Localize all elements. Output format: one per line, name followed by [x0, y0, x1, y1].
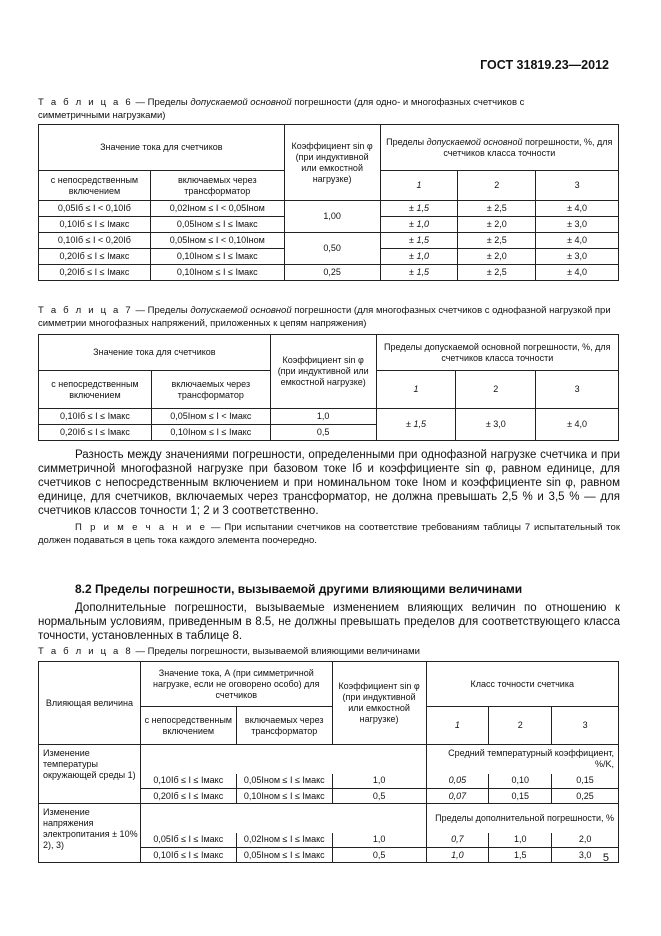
table-7 [38, 334, 619, 441]
t6-cell-direct: 0,05Iб ≤ I < 0,10Iб [39, 201, 151, 217]
t6-cell-c1: ± 1,5 [380, 201, 458, 217]
t7-cell-transformer: 0,05Iном ≤ I < Iмакс [151, 409, 270, 425]
table-6 [38, 124, 619, 281]
t8-cell-c2: 1,0 [489, 833, 552, 848]
t7-head-limits: Пределы допускаемой основной погрешности, %, для счетчиков класса точности [376, 335, 618, 371]
t8-cell-c2: 1,5 [489, 848, 552, 863]
t6-cell-c3: ± 3,0 [536, 217, 619, 233]
t7-cell-c3: ± 4,0 [536, 409, 619, 441]
t6-cell-c2: ± 2,5 [458, 265, 536, 281]
t8-cell-c2: 0,15 [489, 789, 552, 804]
t7-cell-coef: 1,0 [270, 409, 376, 425]
t6-head-current: Значение тока для счетчиков [39, 125, 285, 171]
t6-class-1: 1 [380, 171, 458, 201]
t8-cell-transformer: 0,05Iном ≤ I ≤ Iмакс [236, 774, 332, 789]
t8-cell-c1: 0,7 [426, 833, 489, 848]
t6-cell-transformer: 0,02Iном ≤ I < 0,05Iном [150, 201, 284, 217]
t8-group1-sub: Средний температурный коэффициент, %/K, [426, 745, 618, 774]
t8-cell-direct: 0,10Iб ≤ I ≤ Iмакс [140, 848, 236, 863]
t7-head-current: Значение тока для счетчиков [39, 335, 271, 371]
t8-cell-c3: 0,25 [552, 789, 619, 804]
t6-head-limits: Пределы допускаемой основной погрешности, %, для счетчиков класса точности [380, 125, 618, 171]
t6-cell-coef: 0,25 [284, 265, 380, 281]
document-header: ГОСТ 31819.23—2012 [480, 58, 609, 72]
table-8 [38, 661, 619, 863]
t8-cell-transformer: 0,05Iном ≤ I ≤ Iмакс [236, 848, 332, 863]
t6-head-direct: с непосредственным включением [39, 171, 151, 201]
t6-cell-direct: 0,10Iб ≤ I < 0,20Iб [39, 233, 151, 249]
t8-cell-c1: 0,05 [426, 774, 489, 789]
t6-cell-c1: ± 1,0 [380, 217, 458, 233]
t7-cell-c1: ± 1,5 [376, 409, 456, 441]
page-number: 5 [602, 852, 609, 864]
t6-head-coef: Коэффициент sin φ (при индуктивной или емкостной нагрузке) [284, 125, 380, 201]
t8-cell-coef: 1,0 [332, 774, 426, 789]
t7-head-transformer: включаемых через трансформатор [151, 371, 270, 409]
t8-cell-c1: 0,07 [426, 789, 489, 804]
t8-cell-c3: 2,0 [552, 833, 619, 848]
t6-cell-c2: ± 2,5 [458, 233, 536, 249]
t8-class-3: 3 [552, 707, 619, 745]
t8-cell-c1: 1,0 [426, 848, 489, 863]
t7-class-3: 3 [536, 371, 619, 409]
t6-cell-c2: ± 2,5 [458, 201, 536, 217]
t7-head-coef: Коэффициент sin φ (при индуктивной или емкостной нагрузке) [270, 335, 376, 409]
t7-cell-direct: 0,20Iб ≤ I ≤ Iмакс [39, 425, 152, 441]
t8-cell-c3: 0,15 [552, 774, 619, 789]
t8-cell-direct: 0,20Iб ≤ I ≤ Iмакс [140, 789, 236, 804]
t6-cell-c1: ± 1,5 [380, 233, 458, 249]
t7-class-2: 2 [456, 371, 536, 409]
t6-cell-transformer: 0,10Iном ≤ I ≤ Iмакс [150, 265, 284, 281]
t6-cell-coef: 1,00 [284, 201, 380, 233]
t8-cell-transformer: 0,02Iном ≤ I ≤ Iмакс [236, 833, 332, 848]
t8-group2-name: Изменение напряжения электропитания ± 10% 2), 3) [39, 804, 141, 863]
t6-cell-c2: ± 2,0 [458, 249, 536, 265]
t6-cell-c3: ± 4,0 [536, 201, 619, 217]
t8-head-current: Значение тока, А (при симметричной нагрузке, если не оговорено особо) для счетчиков [140, 662, 332, 707]
t8-cell-direct: 0,10Iб ≤ I ≤ Iмакс [140, 774, 236, 789]
t7-cell-c2: ± 3,0 [456, 409, 536, 441]
t6-cell-transformer: 0,05Iном ≤ I ≤ Iмакс [150, 217, 284, 233]
t8-cell-transformer: 0,10Iном ≤ I ≤ Iмакс [236, 789, 332, 804]
t6-head-transformer: включаемых через трансформатор [150, 171, 284, 201]
t6-cell-transformer: 0,05Iном ≤ I < 0,10Iном [150, 233, 284, 249]
t8-class-1: 1 [426, 707, 489, 745]
t7-class-1: 1 [376, 371, 456, 409]
t6-cell-direct: 0,20Iб ≤ I ≤ Iмакс [39, 265, 151, 281]
t6-cell-direct: 0,20Iб ≤ I ≤ Iмакс [39, 249, 151, 265]
t8-cell-c3: 3,0 [552, 848, 619, 863]
t6-cell-c2: ± 2,0 [458, 217, 536, 233]
paragraph-difference: Разность между значениями погрешности, определенными при однофазной нагрузке счетчика и при симметричной многофазной нагрузке при базовом токе Iб и коэффициенте sin φ, равном единице, для счетчиков с непосредственным включением и при номинальном токе Iном и коэффициенте sin φ, равном единице, для счетчиков, включаемых через трансформатор, не должна превышать 2,5 % и 3,5 % — для счетчиков классов точности 1; 2 и 3 соответственно. [38, 449, 620, 517]
section-title: 8.2 Пределы погрешности, вызываемой другими влияющими величинами [75, 582, 523, 596]
note: П р и м е ч а н и е — При испытании счетчиков на соответствие требованиям таблицы 7 испытательный ток должен подаваться в цепь тока каждого элемента поочередно. [38, 522, 620, 546]
t8-cell-coef: 1,0 [332, 833, 426, 848]
t7-cell-direct: 0,10Iб ≤ I ≤ Iмакс [39, 409, 152, 425]
t8-head-class: Класс точности счетчика [426, 662, 618, 707]
t8-head-transformer: включаемых через трансформатор [236, 707, 332, 745]
t8-cell-direct: 0,05Iб ≤ I ≤ Iмакс [140, 833, 236, 848]
paragraph-additional: Дополнительные погрешности, вызываемые изменением влияющих величин по отношению к нормальным условиям, приведенным в 8.5, не должны превышать пределов для соответствующего класса точности, установленных в таблице 8. [38, 602, 620, 642]
t6-cell-c1: ± 1,5 [380, 265, 458, 281]
t7-cell-coef: 0,5 [270, 425, 376, 441]
t6-cell-transformer: 0,10Iном ≤ I ≤ Iмакс [150, 249, 284, 265]
t8-head-direct: с непосредственным включением [140, 707, 236, 745]
t6-cell-c3: ± 4,0 [536, 233, 619, 249]
t8-cell-coef: 0,5 [332, 789, 426, 804]
t7-cell-transformer: 0,10Iном ≤ I ≤ Iмакс [151, 425, 270, 441]
t6-class-3: 3 [536, 171, 619, 201]
table6-caption: Т а б л и ц а 6 — Пределы допускаемой основной погрешности (для одно- и многофазных счетчиков с симметричными нагрузками) [38, 97, 525, 121]
table8-caption: Т а б л и ц а 8 — Пределы погрешности, вызываемой влияющими величинами [38, 646, 420, 657]
table7-caption: Т а б л и ц а 7 — Пределы допускаемой основной погрешности (для многофазных счетчиков с однофазной нагрузкой при симметрии многофазных напряжений, приложенных к цепям напряжения) [38, 305, 611, 329]
t8-head-coef: Коэффициент sin φ (при индуктивной или емкостной нагрузке) [332, 662, 426, 745]
t6-cell-c3: ± 3,0 [536, 249, 619, 265]
t8-group1-name: Изменение температуры окружающей среды 1) [39, 745, 141, 804]
t8-cell-coef: 0,5 [332, 848, 426, 863]
t8-group2-sub: Пределы дополнительной погрешности, % [426, 804, 618, 833]
t6-cell-coef: 0,50 [284, 233, 380, 265]
t6-class-2: 2 [458, 171, 536, 201]
t8-head-quantity: Влияющая величина [39, 662, 141, 745]
t6-cell-c3: ± 4,0 [536, 265, 619, 281]
t8-class-2: 2 [489, 707, 552, 745]
t7-head-direct: с непосредственным включением [39, 371, 152, 409]
t6-cell-direct: 0,10Iб ≤ I ≤ Iмакс [39, 217, 151, 233]
t6-cell-c1: ± 1,0 [380, 249, 458, 265]
t8-cell-c2: 0,10 [489, 774, 552, 789]
